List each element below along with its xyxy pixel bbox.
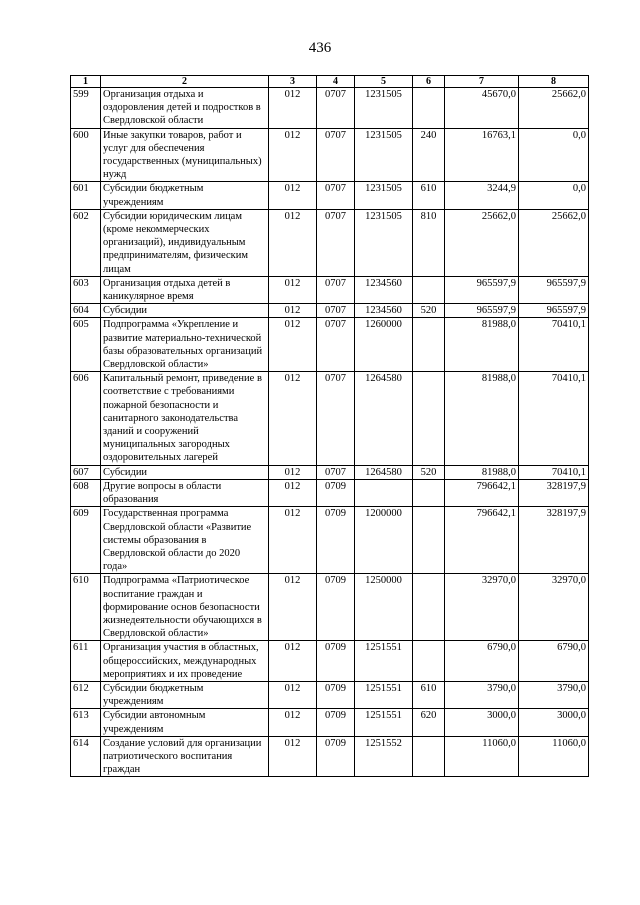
row-number: 605 — [71, 318, 101, 372]
col-header: 6 — [413, 76, 445, 88]
amount-col-7: 81988,0 — [445, 465, 519, 479]
row-name: Субсидии бюджетным учреждениям — [101, 681, 269, 708]
expense-type-code — [413, 276, 445, 303]
target-article-code: 1251551 — [355, 709, 413, 736]
expense-type-code: 610 — [413, 681, 445, 708]
expense-type-code — [413, 641, 445, 682]
row-number: 602 — [71, 209, 101, 276]
col-header: 7 — [445, 76, 519, 88]
amount-col-7: 45670,0 — [445, 88, 519, 129]
row-name: Создание условий для организации патриотического воспитания граждан — [101, 736, 269, 777]
row-name: Подпрограмма «Укрепление и развитие материально-технической базы образовательных организаций Свердловской области» — [101, 318, 269, 372]
target-article-code: 1231505 — [355, 88, 413, 129]
target-article-code: 1260000 — [355, 318, 413, 372]
amount-col-7: 16763,1 — [445, 128, 519, 182]
row-number: 611 — [71, 641, 101, 682]
ministry-code: 012 — [269, 318, 317, 372]
amount-col-7: 11060,0 — [445, 736, 519, 777]
amount-col-8: 3790,0 — [519, 681, 589, 708]
row-name: Другие вопросы в области образования — [101, 479, 269, 506]
target-article-code: 1251552 — [355, 736, 413, 777]
row-name: Субсидии бюджетным учреждениям — [101, 182, 269, 209]
amount-col-7: 6790,0 — [445, 641, 519, 682]
col-header: 8 — [519, 76, 589, 88]
section-code: 0707 — [317, 128, 355, 182]
ministry-code: 012 — [269, 372, 317, 465]
col-header: 2 — [101, 76, 269, 88]
section-code: 0709 — [317, 736, 355, 777]
table-row — [71, 276, 589, 303]
row-number: 609 — [71, 507, 101, 574]
ministry-code: 012 — [269, 681, 317, 708]
target-article-code: 1234560 — [355, 276, 413, 303]
amount-col-8: 0,0 — [519, 128, 589, 182]
col-header: 4 — [317, 76, 355, 88]
table-row — [71, 507, 589, 574]
target-article-code: 1264580 — [355, 465, 413, 479]
target-article-code: 1250000 — [355, 574, 413, 641]
ministry-code: 012 — [269, 709, 317, 736]
expense-type-code — [413, 507, 445, 574]
row-name: Капитальный ремонт, приведение в соответствие с требованиями пожарной безопасности и санитарного законодательства зданий и сооружений муниципальных загородных оздоровительных лагерей — [101, 372, 269, 465]
row-number: 603 — [71, 276, 101, 303]
section-code: 0709 — [317, 681, 355, 708]
table-row — [71, 641, 589, 682]
table-row — [71, 372, 589, 465]
row-number: 601 — [71, 182, 101, 209]
table-row — [71, 681, 589, 708]
target-article-code: 1264580 — [355, 372, 413, 465]
row-number: 610 — [71, 574, 101, 641]
target-article-code: 1251551 — [355, 681, 413, 708]
ministry-code: 012 — [269, 128, 317, 182]
amount-col-8: 11060,0 — [519, 736, 589, 777]
row-number: 599 — [71, 88, 101, 129]
table-body — [71, 88, 589, 777]
row-number: 614 — [71, 736, 101, 777]
amount-col-7: 965597,9 — [445, 304, 519, 318]
ministry-code: 012 — [269, 736, 317, 777]
ministry-code: 012 — [269, 182, 317, 209]
expense-type-code: 240 — [413, 128, 445, 182]
row-name: Организация участия в областных, общероссийских, международных мероприятиях и их проведение — [101, 641, 269, 682]
amount-col-7: 25662,0 — [445, 209, 519, 276]
row-number: 600 — [71, 128, 101, 182]
row-number: 604 — [71, 304, 101, 318]
amount-col-7: 796642,1 — [445, 479, 519, 506]
amount-col-8: 6790,0 — [519, 641, 589, 682]
col-header: 1 — [71, 76, 101, 88]
target-article-code: 1231505 — [355, 182, 413, 209]
expense-type-code — [413, 88, 445, 129]
amount-col-7: 81988,0 — [445, 318, 519, 372]
amount-col-8: 70410,1 — [519, 372, 589, 465]
target-article-code: 1231505 — [355, 128, 413, 182]
table-row — [71, 318, 589, 372]
table-row — [71, 709, 589, 736]
amount-col-8: 965597,9 — [519, 276, 589, 303]
amount-col-8: 25662,0 — [519, 209, 589, 276]
page-number: 436 — [308, 40, 332, 56]
row-number: 607 — [71, 465, 101, 479]
ministry-code: 012 — [269, 304, 317, 318]
table-row — [71, 209, 589, 276]
amount-col-7: 3244,9 — [445, 182, 519, 209]
target-article-code: 1251551 — [355, 641, 413, 682]
ministry-code: 012 — [269, 209, 317, 276]
section-code: 0709 — [317, 709, 355, 736]
table-row — [71, 182, 589, 209]
section-code: 0707 — [317, 276, 355, 303]
amount-col-8: 70410,1 — [519, 318, 589, 372]
amount-col-8: 328197,9 — [519, 479, 589, 506]
table-row — [71, 465, 589, 479]
amount-col-8: 32970,0 — [519, 574, 589, 641]
ministry-code: 012 — [269, 574, 317, 641]
target-article-code: 1231505 — [355, 209, 413, 276]
section-code: 0707 — [317, 182, 355, 209]
expense-type-code: 620 — [413, 709, 445, 736]
amount-col-7: 81988,0 — [445, 372, 519, 465]
table-row — [71, 574, 589, 641]
row-number: 606 — [71, 372, 101, 465]
section-code: 0707 — [317, 304, 355, 318]
row-name: Иные закупки товаров, работ и услуг для обеспечения государственных (муниципальных) нужд — [101, 128, 269, 182]
amount-col-7: 796642,1 — [445, 507, 519, 574]
amount-col-7: 965597,9 — [445, 276, 519, 303]
col-header: 5 — [355, 76, 413, 88]
amount-col-8: 0,0 — [519, 182, 589, 209]
row-name: Субсидии — [101, 304, 269, 318]
section-code: 0709 — [317, 507, 355, 574]
expense-type-code: 610 — [413, 182, 445, 209]
row-name: Субсидии — [101, 465, 269, 479]
section-code: 0707 — [317, 318, 355, 372]
section-code: 0709 — [317, 574, 355, 641]
row-name: Организация отдыха и оздоровления детей и подростков в Свердловской области — [101, 88, 269, 129]
table-row — [71, 88, 589, 129]
amount-col-8: 965597,9 — [519, 304, 589, 318]
ministry-code: 012 — [269, 479, 317, 506]
amount-col-8: 328197,9 — [519, 507, 589, 574]
ministry-code: 012 — [269, 507, 317, 574]
ministry-code: 012 — [269, 465, 317, 479]
target-article-code: 1234560 — [355, 304, 413, 318]
row-number: 608 — [71, 479, 101, 506]
table-row — [71, 304, 589, 318]
amount-col-7: 3000,0 — [445, 709, 519, 736]
section-code: 0707 — [317, 209, 355, 276]
section-code: 0707 — [317, 465, 355, 479]
table-row — [71, 128, 589, 182]
row-name: Подпрограмма «Патриотическое воспитание граждан и формирование основ безопасности жизнедеятельности обучающихся в Свердловской области» — [101, 574, 269, 641]
section-code: 0707 — [317, 88, 355, 129]
table-row — [71, 479, 589, 506]
expense-type-code: 520 — [413, 465, 445, 479]
ministry-code: 012 — [269, 88, 317, 129]
row-name: Государственная программа Свердловской области «Развитие системы образования в Свердловской области до 2020 года» — [101, 507, 269, 574]
col-header: 3 — [269, 76, 317, 88]
budget-table — [70, 75, 589, 777]
amount-col-7: 3790,0 — [445, 681, 519, 708]
expense-type-code: 520 — [413, 304, 445, 318]
expense-type-code — [413, 318, 445, 372]
row-number: 613 — [71, 709, 101, 736]
expense-type-code — [413, 574, 445, 641]
ministry-code: 012 — [269, 276, 317, 303]
header-row — [71, 76, 589, 88]
amount-col-8: 25662,0 — [519, 88, 589, 129]
expense-type-code — [413, 479, 445, 506]
target-article-code: 1200000 — [355, 507, 413, 574]
target-article-code — [355, 479, 413, 506]
section-code: 0709 — [317, 479, 355, 506]
row-name: Субсидии автономным учреждениям — [101, 709, 269, 736]
row-number: 612 — [71, 681, 101, 708]
amount-col-7: 32970,0 — [445, 574, 519, 641]
amount-col-8: 70410,1 — [519, 465, 589, 479]
section-code: 0709 — [317, 641, 355, 682]
expense-type-code: 810 — [413, 209, 445, 276]
row-name: Организация отдыха детей в каникулярное время — [101, 276, 269, 303]
table-row — [71, 736, 589, 777]
section-code: 0707 — [317, 372, 355, 465]
ministry-code: 012 — [269, 641, 317, 682]
expense-type-code — [413, 736, 445, 777]
amount-col-8: 3000,0 — [519, 709, 589, 736]
row-name: Субсидии юридическим лицам (кроме некоммерческих организаций), индивидуальным предпринимателям, физическим лицам — [101, 209, 269, 276]
expense-type-code — [413, 372, 445, 465]
